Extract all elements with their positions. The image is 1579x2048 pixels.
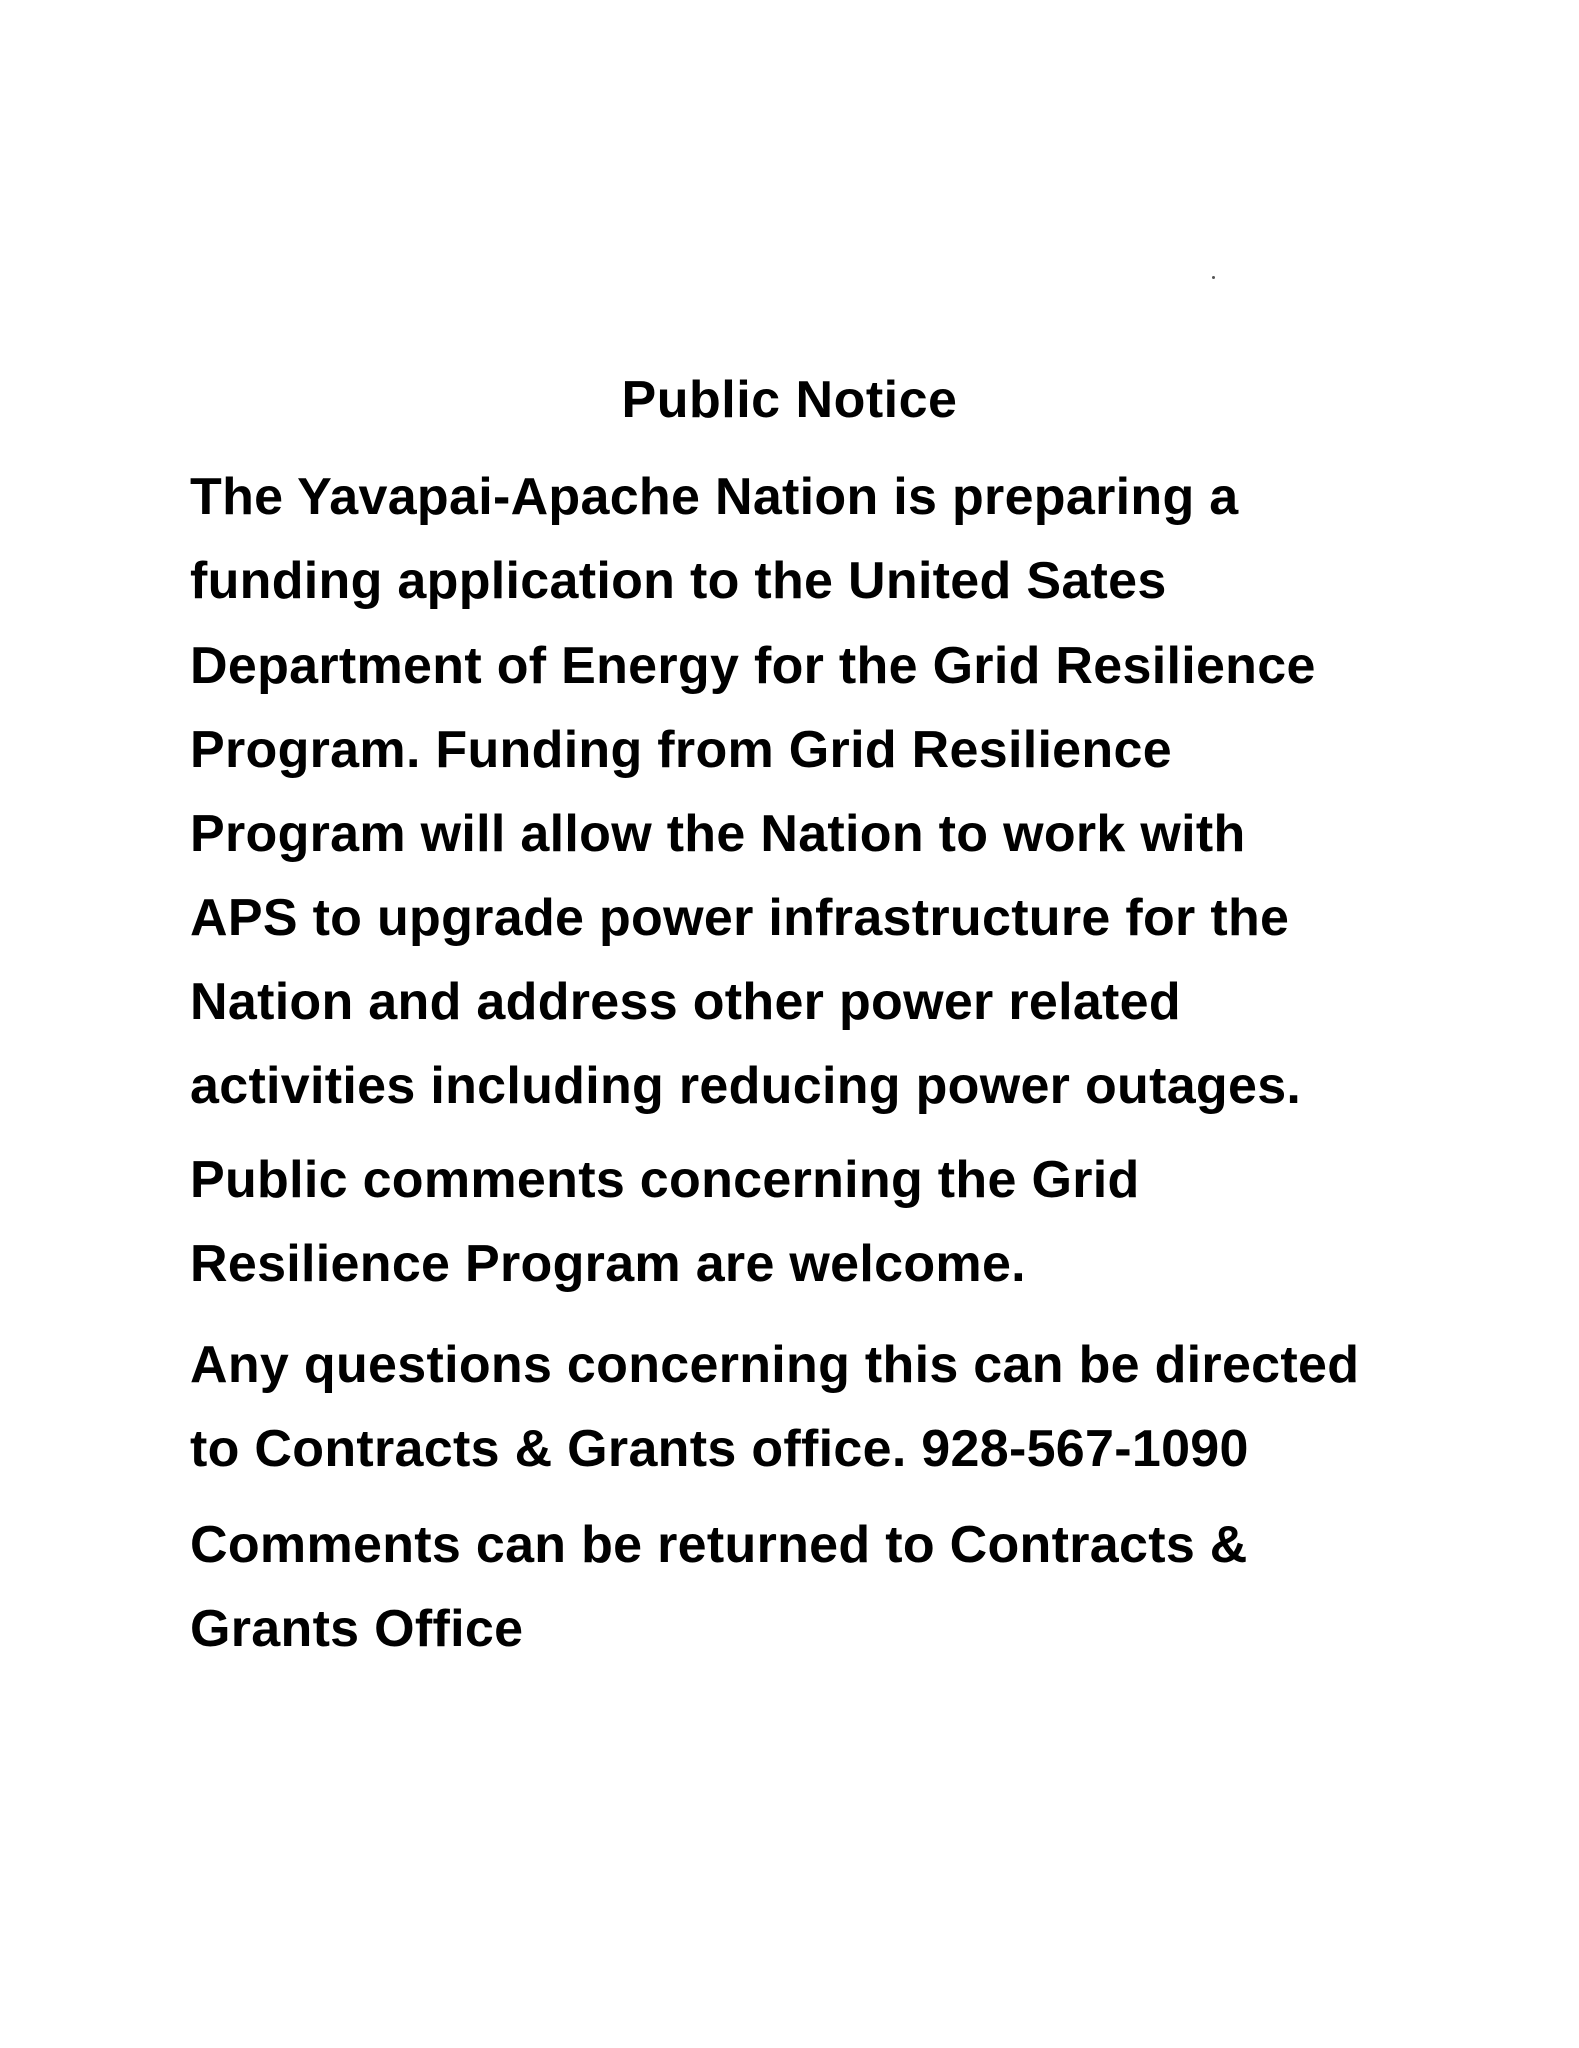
paragraph1-line: Program. Funding from Grid Resilience <box>190 721 1172 779</box>
paragraph1-line: funding application to the United Sates <box>190 552 1167 610</box>
paragraph1-line: Program will allow the Nation to work with <box>190 805 1246 863</box>
paragraph1-line: Nation and address other power related <box>190 973 1181 1031</box>
paragraph1-line: Department of Energy for the Grid Resilience <box>190 637 1316 695</box>
notice-title: Public Notice <box>621 371 958 429</box>
scan-speck <box>1212 276 1215 279</box>
paragraph1-line: The Yavapai-Apache Nation is preparing a <box>190 468 1239 526</box>
paragraph2-line: Public comments concerning the Grid <box>190 1151 1140 1209</box>
paragraph4-line: Grants Office <box>190 1600 524 1658</box>
paragraph1-line: activities including reducing power outages. <box>190 1057 1302 1115</box>
paragraph3-line: Any questions concerning this can be directed <box>190 1336 1360 1394</box>
paragraph3-line: to Contracts & Grants office. 928-567-1090 <box>190 1420 1249 1478</box>
paragraph2-line: Resilience Program are welcome. <box>190 1235 1026 1293</box>
paragraph4-line: Comments can be returned to Contracts & <box>190 1516 1248 1574</box>
paragraph1-line: APS to upgrade power infrastructure for the <box>190 889 1290 947</box>
